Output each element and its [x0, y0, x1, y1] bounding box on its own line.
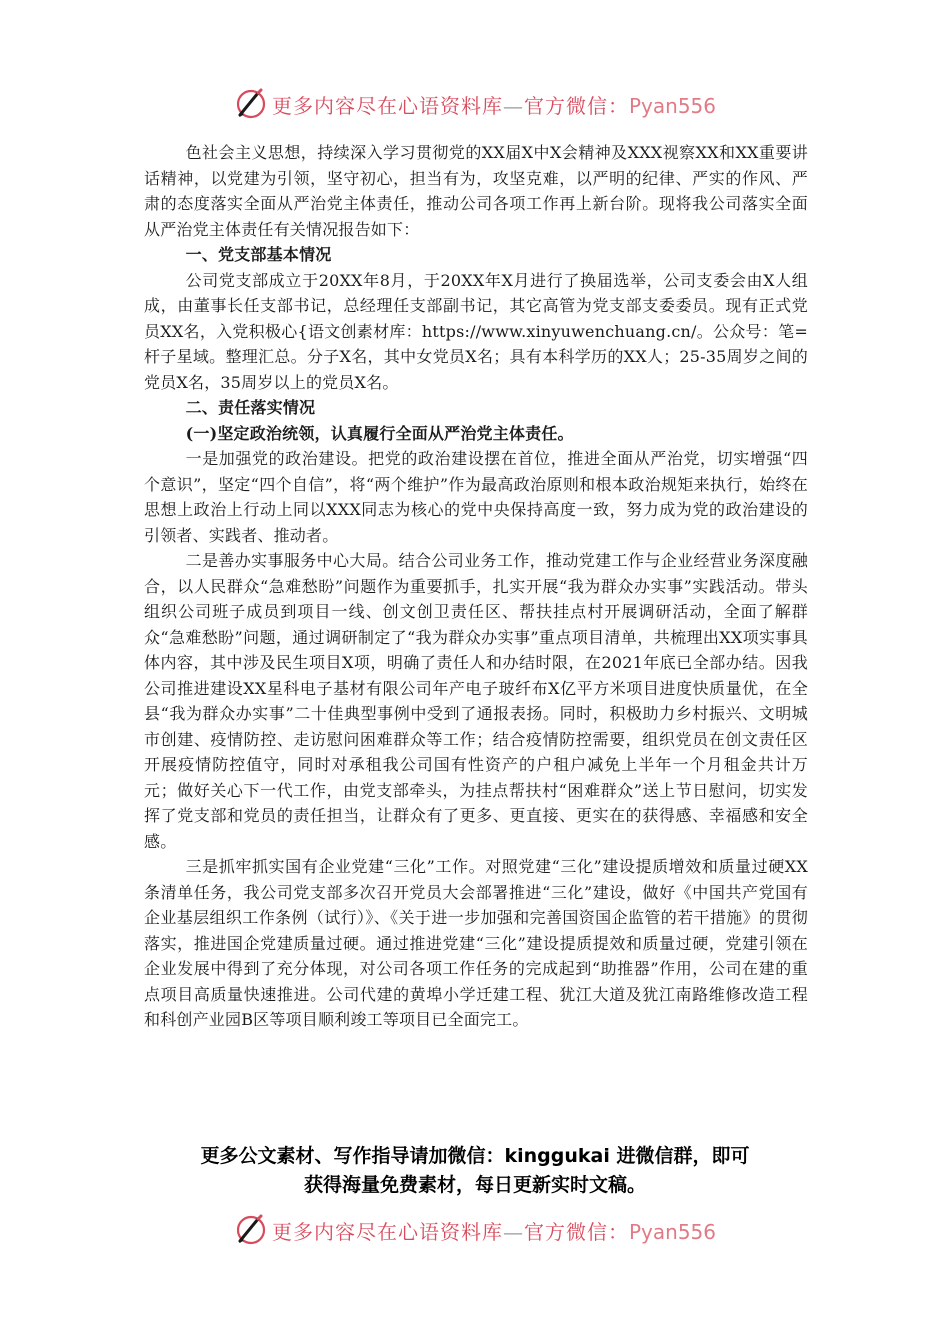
header-banner-title: 更多内容尽在心语资料库 — [271, 93, 503, 118]
header-banner — [0, 84, 950, 124]
subsection-heading-1: (一)坚定政治统领，认真履行全面从严治党主体责任。 — [185, 423, 574, 443]
footer-banner-text — [272, 1216, 716, 1245]
header-banner-text — [272, 90, 716, 119]
footer-wechat-id: Pyan556 — [628, 1219, 716, 1244]
footer-banner-label: 官方微信： — [523, 1219, 629, 1244]
footer-banner — [0, 1210, 950, 1250]
header-wechat-id: Pyan556 — [628, 93, 716, 118]
paragraph-practical-services: 二是善办实事服务中心大局。结合公司业务工作，推动党建工作与企业经营业务深度融合，以人民群众“急难愁盼”问题作为重要抓手，扎实开展“我为群众办实事”实践活动。带头组织公司班子成员到项目一线、创文创卫责任区、帮扶挂点村开展调研活动，全面了解群众“急难愁盼”问题，通过调研制定了“我为群众办实事”重点项目清单，共梳理出XX项实事具体内容，其中涉及民生项目X项，明确了责任人和办结时限，在2021年底已全部办结。因我公司推进建设XX星科电子基材有限公司年产电子玻纤布X亿平方米项目进度快质量优，在全县“我为群众办实事”二十佳典型事例中受到了通报表扬。同时，积极助力乡村振兴、文明城市创建、疫情防控、走访慰问困难群众等工作；结合疫情防控需要，组织党员在创文责任区开展疫情防控值守，同时对承租我公司国有性资产的户租户减免上半年一个月租金共计万元；做好关心下一代工作，由党支部牵头，为挂点帮扶村“困难群众”送上节日慰问，切实发挥了党支部和党员的责任担当，让群众有了更多、更直接、更实在的获得感、幸福感和安全感。 — [144, 551, 808, 851]
paragraph-three-modernizations: 三是抓牢抓实国有企业党建“三化”工作。对照党建“三化”建设提质增效和质量过硬XX条清单任务，我公司党支部多次召开党员大会部署推进“三化”建设，做好《中国共产党国有企业基层组织工作条例（试行）》、《关于进一步加强和完善国资国企监管的若干措施》的贯彻落实，推进国企党建质量过硬。通过推进党建“三化”建设提质提效和质量过硬，党建引领在企业发展中得到了充分体现，对公司各项工作任务的完成起到“助推器”作用，公司在建的重点项目高质量快速推进。公司代建的黄埠小学迁建工程、犹江大道及犹江南路维修改造工程和科创产业园B区等项目顺利竣工等项目已全面完工。 — [144, 857, 808, 1029]
footer-banner-dash: — — [502, 1219, 524, 1244]
document-body — [144, 140, 808, 1033]
promo-line-2: 获得海量免费素材，每日更新实时文稿。 — [303, 1174, 646, 1196]
paragraph-intro: 色社会主义思想，持续深入学习贯彻党的XX届X中X会精神及XXX视察XX和XX重要讲话精神，以党建为引领，坚守初心，担当有为，攻坚克难，以严明的纪律、严实的作风、严肃的态度落实全面从严治党主体责任，推动公司各项工作再上新台阶。现将我公司落实全面从严治党主体责任有关情况报告如下： — [144, 143, 808, 239]
promo-line-1: 更多公文素材、写作指导请加微信：kinggukai 进微信群，即可 — [200, 1145, 750, 1167]
header-banner-label: 官方微信： — [523, 93, 629, 118]
pen-logo-icon — [234, 1213, 268, 1247]
paragraph-political-building: 一是加强党的政治建设。把党的政治建设摆在首位，推进全面从严治党，切实增强“四个意识”，坚定“四个自信”，将“两个维护”作为最高政治原则和根本政治规矩来执行，始终在思想上政治上行动上同以XXX同志为核心的党中央保持高度一致，努力成为党的政治建设的引领者、实践者、推动者。 — [144, 449, 808, 545]
promo-notice — [0, 1142, 950, 1200]
paragraph-branch-info: 公司党支部成立于20XX年8月，于20XX年X月进行了换届选举，公司支委会由X人组成，由董事长任支部书记，总经理任支部副书记，其它高管为党支部支委委员。现有正式党员XX名，入党积极心{语文创素材库：https://www.xinyuwenchuang.cn/。公众号：笔=杆子星域。整理汇总。分子X名，其中女党员X名；具有本科学历的XX人；25-35周岁之间的党员X名，35周岁以上的党员X名。 — [144, 270, 808, 392]
header-banner-dash: — — [502, 93, 524, 118]
footer-banner-title: 更多内容尽在心语资料库 — [271, 1219, 503, 1244]
section-heading-1: 一、党支部基本情况 — [185, 245, 332, 264]
pen-logo-icon — [234, 87, 268, 121]
section-heading-2: 二、责任落实情况 — [185, 398, 316, 417]
